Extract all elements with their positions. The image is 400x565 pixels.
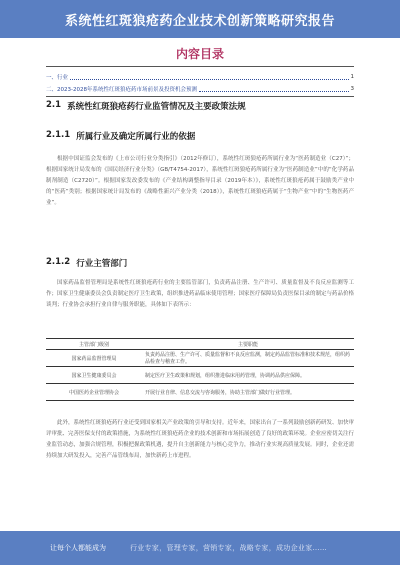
table-header-row [46,339,354,350]
regulator-paragraph: 国家药品监督管理局是系统性红斑狼疮药行业的主要监管部门，负责药品注册、生产许可、质量监督及不良反应监测等工作；国家卫生健康委员会负责制定医疗卫生政策，组织推进药品临床使用管理；国家医疗保障局负责医保目录的制定与药品价格谈判；行业协会承担行业自律与服务职能，具体如下表所示： [46,280,354,308]
toc-entry-text: 一、行业 [46,75,69,81]
toc-leader-dots [199,87,349,92]
subsection-title: 行业主管部门 [76,259,128,269]
toc-entry-text: 二、2023-2028年系统性红斑狼疮药市场前景及投资机会预测 [46,87,197,93]
table-cell-dept: 国家卫生健康委员会 [46,367,142,384]
toc-entry-page: 3 [350,86,354,92]
table-cell-duty: 开展行业自律、信息交流与咨询服务，协助主管部门做好行业管理。 [142,384,354,401]
report-header [0,0,400,38]
table-header-duty: 主要职能 [142,339,354,350]
subsection-number: 2.1.2 [46,257,71,267]
policy-paragraph: 此外，系统性红斑狼疮药行业还受到国家相关产业政策的引导和支持。近年来，国家出台了一系列鼓励创新药研发、加快审评审批、完善医保支付的政策措施，为系统性红斑狼疮药企业的技术创新和市场拓展创造了良好的政策环境。企业应密切关注行业监管动态，加强合规管理，积极把握政策机遇，提升自主创新能力与核心竞争力，推动行业实现高质量发展。同时，企业还需持续加大研发投入，完善产品管线布局，加快新药上市进程。 [46,420,354,459]
subsection-number: 2.1.1 [46,130,71,140]
section-title: 系统性红斑狼疮药行业监管情况及主要政策法规 [67,102,246,112]
table-row [46,384,354,401]
section-heading [46,100,354,112]
report-title: 系统性红斑狼疮药企业技术创新策略研究报告 [64,13,335,29]
footer-slogan-left: 让每个人都能成为 [50,544,106,552]
toc-heading: 内容目录 [175,47,224,61]
industry-classification-paragraph: 根据中国证监会发布的《上市公司行业分类指引》（2012年修订），系统性红斑狼疮药所属行业为“医药制造业（C27）”；根据国家统计局发布的《国民经济行业分类》（GB/T4754-2017），系统性红斑狼疮药所属行业为“医药制造业”中的“化学药品制剂制造（C2720）”。根据国家发改委发布的《产业结构调整指导目录（2019年本）》，系统性红斑狼疮药属于鼓励类产业中的“医药”类别；根据国家统计局发布的《战略性新兴产业分类（2018）》，系统性红斑狼疮药属于“生物产业”中的“生物医药产业”。 [46,156,354,206]
table-cell-dept: 国家药品监督管理局 [46,350,142,367]
toc-leader-dots [70,75,348,80]
regulator-table [46,338,354,401]
subsection-title: 所属行业及确定所属行业的依据 [76,132,196,142]
toc-entry-2[interactable] [46,84,354,94]
toc-divider-bottom [46,96,354,97]
toc-divider-top [46,66,354,67]
subsection-heading-1 [46,130,354,142]
report-footer [0,531,400,565]
subsection-heading-2 [46,257,354,269]
toc-entry-1[interactable] [46,72,354,82]
table-cell-dept: 中国医药企业管理协会 [46,384,142,401]
section-number: 2.1 [46,100,62,110]
table-header-dept: 主管部门级别 [46,339,142,350]
table-cell-duty: 制定医疗卫生政策和规划，组织推进临床用药管理，协调药品供应保障。 [142,367,354,384]
toc-entry-page: 1 [350,74,354,80]
table-row [46,367,354,384]
table-row [46,350,354,367]
footer-slogan-right: 行业专家，管理专家，营销专家，战略专家，成功企业家…… [130,544,328,552]
table-cell-duty: 负责药品注册、生产许可、质量监督和不良反应监测，制定药品监管标准和技术规范，组织药品检查与稽查工作。 [142,350,354,367]
